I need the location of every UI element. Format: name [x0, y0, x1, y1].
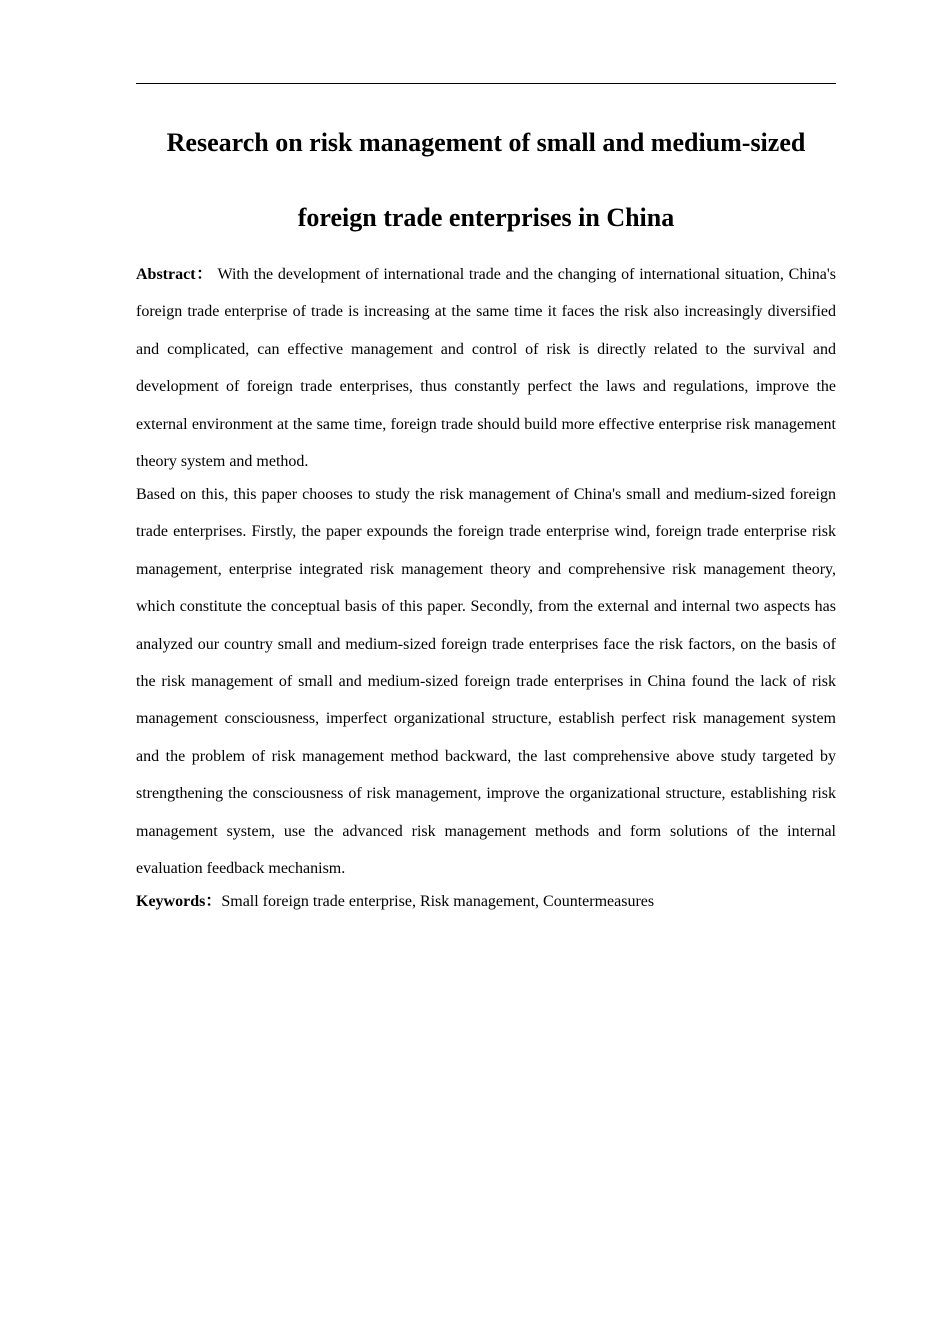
- abstract-paragraph: [136, 256, 836, 480]
- abstract-label: Abstract：: [136, 266, 214, 283]
- abstract-section: [136, 256, 836, 921]
- abstract-text: With the development of international trade and the changing of international situation, China's foreign trade enterprise of trade is increasing at the same time it faces the risk also increasingly diversified and complicated, can effective management and control of risk is directly related to the survival and development of foreign trade enterprises, thus constantly perfect the laws and regulations, improve the external environment at the same time, foreign trade should build more effective enterprise risk management theory system and method.: [136, 266, 836, 471]
- keywords-text: Small foreign trade enterprise, Risk management, Countermeasures: [221, 893, 655, 911]
- title-line-2: foreign trade enterprises in China: [297, 203, 675, 232]
- header-rule: [136, 83, 836, 84]
- paper-title: [136, 128, 836, 233]
- body-paragraph: Based on this, this paper chooses to study the risk management of China's small and medium-sized foreign trade enterprises. Firstly, the paper expounds the foreign trade enterprise wind, foreign trade enterprise risk management, enterprise integrated risk management theory and comprehensive risk management theory, which constitute the conceptual basis of this paper. Secondly, from the external and internal two aspects has analyzed our country small and medium-sized foreign trade enterprises face the risk factors, on the basis of the risk management of small and medium-sized foreign trade enterprises in China found the lack of risk management consciousness, imperfect organizational structure, establish perfect risk management system and the problem of risk management method backward, the last comprehensive above study targeted by strengthening the consciousness of risk management, improve the organizational structure, establishing risk management system, use the advanced risk management methods and form solutions of the internal evaluation feedback mechanism.: [136, 486, 836, 878]
- keywords-line: [136, 883, 836, 920]
- title-line-1: Research on risk management of small and medium-sized: [166, 128, 806, 157]
- keywords-label: Keywords：: [136, 893, 222, 911]
